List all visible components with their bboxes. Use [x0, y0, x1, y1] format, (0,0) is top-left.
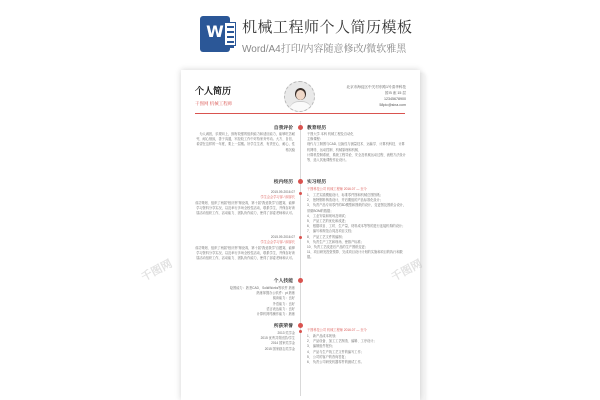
work-list-1 — [307, 193, 407, 261]
list-item: 5、 公司的客户的咨询答复； — [307, 354, 348, 359]
list-item: 2、 产品设备、加工工艺制造、编辑、工序设计； — [307, 339, 377, 344]
list-item: 7、 编写和规范合同及项目文档； — [307, 229, 355, 234]
section-self-eval: 自我评价 — [273, 126, 293, 131]
timeline-line — [300, 121, 301, 396]
section-education: 教育经历 — [307, 126, 327, 131]
list-item: 11、项目研发投资预算、完成项目设计计划的实施和项目的执行和数据。 — [307, 250, 403, 260]
watermark: 千图网 — [389, 257, 425, 284]
work-list-2 — [307, 334, 407, 365]
timeline-dot — [298, 278, 303, 283]
awards-list — [195, 331, 295, 352]
page-title: 机械工程师个人简历模板 — [242, 19, 413, 36]
address-line-1: 北京市海淀区中关村东路1号清华科技 — [346, 85, 406, 89]
list-item: 语言表达能力：良好 — [266, 306, 295, 311]
campus-role-1: 学生会会学习部 / 副部长 — [260, 195, 295, 199]
list-item: 6、 根据项目、工时、生产量，材料成本等等的进行连接机构的设计； — [307, 224, 406, 229]
watermark: 千图网 — [139, 257, 175, 284]
list-item: 2013 奖学金 — [277, 331, 295, 335]
list-item: 3、 负责产品专用零件的3D模型和图纸的设计，变更图及图纸合设计，常做BOM的数据； — [307, 203, 407, 213]
campus-date-2: 2015.09-2016.07 — [270, 235, 295, 239]
email: 58pic@sina.com — [379, 103, 406, 107]
list-item: 2014 国家奖学金 — [271, 341, 295, 346]
resume-intention: 干图网 机械工程师 — [195, 101, 233, 106]
campus-text-2: 成功策划、组织了两届“校庆杯”辩论赛，第十届“我爱我学”百题赛，能够学习资料分享实况，以及举行多场全校性活动，联系学生，并保存好该届活动组织工作，活动能力、团队协作能力，使得了部委老师和认可。 — [195, 246, 295, 261]
skills-list — [195, 286, 295, 317]
list-item: 1、 工艺实践模板设计，标准零件图和机械总图图纸； — [307, 193, 383, 197]
list-item: 5、 产品工艺的优化和改进； — [307, 219, 348, 224]
list-item: 2015 国家励志奖学金 — [264, 346, 295, 351]
list-item: 4、 工业安装和现场及调试； — [307, 213, 348, 218]
work-head-2: 干图科技公司 机械工程师 2016.07 — 至今 — [307, 328, 367, 332]
timeline-dot — [298, 179, 303, 184]
timeline-dot — [298, 125, 303, 130]
list-item: 外语能力：良好 — [272, 301, 295, 306]
timeline-dot — [299, 192, 302, 195]
list-item: 4、 产品与生产线工艺文件的编写工作； — [307, 349, 364, 354]
section-campus: 校内经历 — [273, 180, 293, 185]
list-item: 10、负责工艺改进后产品的生产图纸变更； — [307, 245, 368, 250]
campus-text-1: 成功策划、组织了两届“校庆杯”辩论赛，第十届“我爱我学”百题赛，能够学习资料分享实况，以及举行多场全校性活动，联系学生，并保存好该届活动组织工作，活动能力、团队协作能力，使得了部委老师和认可。 — [195, 201, 295, 216]
campus-role-2: 学生会会学习部 / 副部长 — [260, 240, 295, 244]
template-header — [200, 16, 460, 60]
address-line-2: 园 B 座 15 层 — [384, 91, 406, 95]
list-item: 1、 新产品成本规划； — [307, 334, 339, 338]
list-item: 绘图能力：熟悉CAD、SolidWorks等软件 熟练 — [229, 286, 295, 290]
section-awards: 所获荣誉 — [273, 324, 293, 329]
campus-date-1: 2015.09-2016.07 — [270, 190, 295, 194]
timeline-dot — [298, 323, 303, 328]
list-item: 6、 负责公司研发机器零件的测试工作。 — [307, 360, 364, 365]
list-item: 2015 优秀共青团员/学生 — [260, 336, 295, 341]
contact-info — [306, 84, 406, 108]
list-item: 熟练掌握办公软件：pt 熟练 — [256, 291, 295, 296]
work-head-1: 干图科技公司 机械工程师 2016.07 — 至今 — [307, 187, 367, 191]
list-item: 阅读能力：良好 — [272, 296, 295, 301]
timeline-dot — [299, 330, 302, 333]
self-eval-text: 为人诚恳，乐观向上，拥有较强的组织能力和适应能力，能够吃苦耐劳，耐心细致，善于沟通，牢经较工作中对待家务劳动。大方、自信，希望在这样的一年度，要上一层楼。好学生生者、有责任心、耐心，性格沉稳 — [196, 132, 295, 152]
list-item: 8、 产品工艺文件的编制； — [307, 234, 345, 239]
list-item: 计算机网络操作能力：熟练 — [256, 312, 295, 317]
section-work: 实习经历 — [307, 180, 327, 185]
list-item: 2、 独特钢料铸造设计，并后期组的产品标准化设计； — [307, 198, 383, 203]
resume-name: 个人简历 — [195, 86, 232, 96]
section-skills: 个人技能 — [273, 279, 293, 284]
word-icon: W — [200, 16, 230, 52]
timeline-dot — [299, 236, 302, 239]
education-text: 干图大学 本科 机械工程及自动化 主修课程： 现代与工制图与CAD, 互换性与测量技术、运输学、计算机科技、计算机网络、运动控制、机械原理和机械、 计算机控制系统、系统工程导论、安全及机械运动过程、流程方法设计等、选入其他课程作业设计。 — [307, 132, 406, 163]
header-divider — [195, 113, 405, 114]
list-item: 9、 负责生产工艺和现场，使推产标准； — [307, 239, 364, 244]
phone: 12345678900 — [384, 97, 406, 101]
page-subtitle: Word/A4打印/内容随意修改/微软雅黑 — [242, 44, 407, 55]
list-item: 3、 编制组件报价； — [307, 344, 336, 349]
resume-paper — [181, 70, 420, 400]
